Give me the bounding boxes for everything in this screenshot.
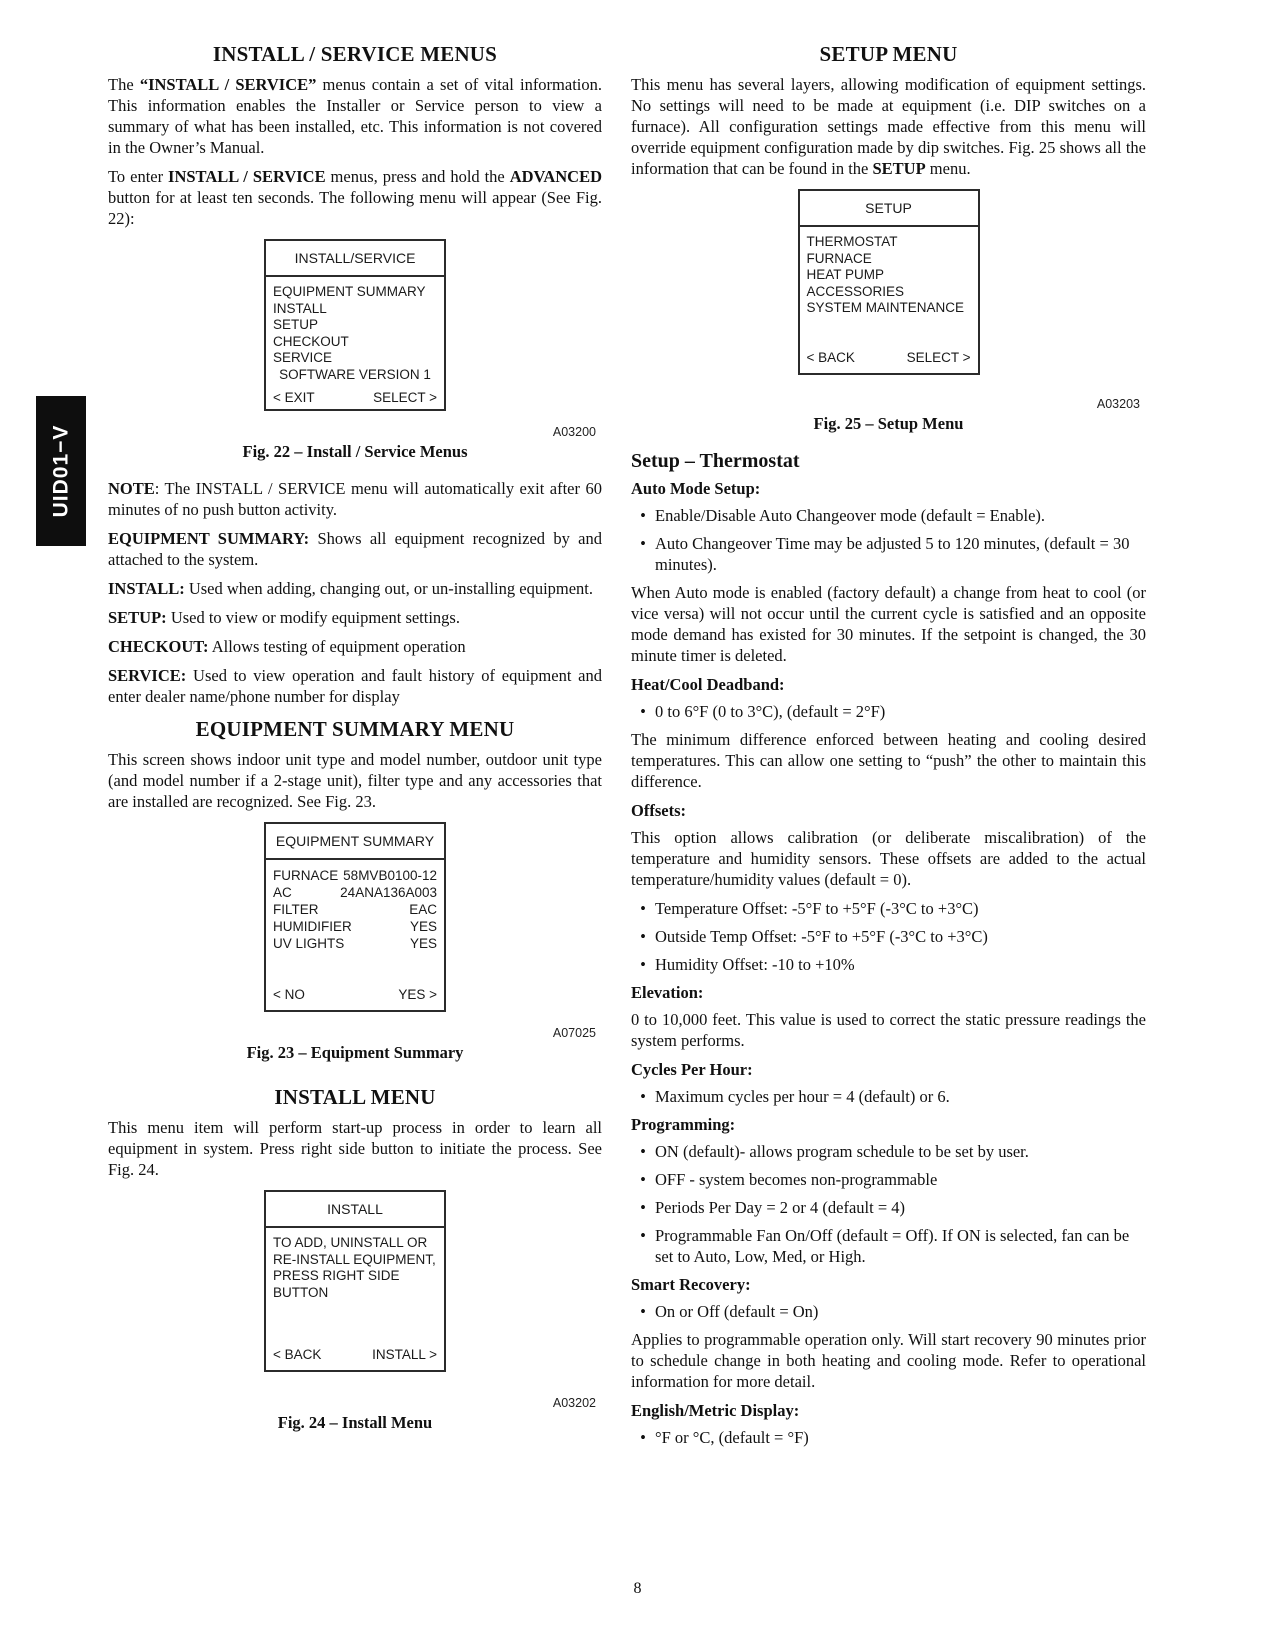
bullet-item [631, 1225, 1146, 1267]
lcd-screen-title: SETUP [800, 191, 978, 227]
lcd-softkey-row [266, 985, 444, 1010]
text-run: Shows all equipment recognized by and attached to the system. [108, 529, 602, 569]
lcd-menu-item: FURNACE [806, 250, 872, 266]
equipment-value: 24ANA136A003 [340, 885, 437, 900]
subheading: Heat/Cool Deadband: [631, 675, 785, 694]
equipment-label: HUMIDIFIER [273, 919, 352, 934]
lcd-menu-item: CHECKOUT [273, 333, 349, 349]
softkey-back: < BACK [806, 350, 855, 365]
text-run: Used when adding, changing out, or un-installing equipment. [184, 579, 594, 598]
lcd-message-line: BUTTON [273, 1284, 329, 1300]
bullet-item [631, 1427, 1146, 1448]
figure-25 [631, 189, 1146, 434]
figure-caption: Fig. 23 – Equipment Summary [246, 1043, 464, 1062]
softkey-select: SELECT > [373, 389, 437, 405]
heading-install-menu: INSTALL MENU [274, 1085, 436, 1109]
paragraph [108, 74, 602, 158]
menu-definitions [108, 478, 602, 707]
lcd-screen-title: EQUIPMENT SUMMARY [266, 824, 444, 860]
equipment-row [273, 901, 437, 918]
figure-23 [108, 822, 602, 1063]
right-column [631, 42, 1146, 1455]
subheading: Cycles Per Hour: [631, 1060, 753, 1079]
bullet-text: Temperature Offset: -5°F to +5°F (-3°C to +3°C) [655, 899, 979, 918]
lcd-menu-items [266, 277, 444, 367]
equipment-label: UV LIGHTS [273, 936, 345, 951]
bullet-item [631, 1197, 1146, 1218]
paragraph [631, 74, 1146, 179]
bold-text: ADVANCED [509, 167, 602, 186]
text-run: button for at least ten seconds. The following menu will appear (See Fig. 22): [108, 188, 602, 228]
subheading: English/Metric Display: [631, 1401, 800, 1420]
paragraph: This menu item will perform start-up process in order to learn all equipment in system. Press right side button to initiate the process. See Fig. 24. [108, 1118, 602, 1179]
bullet-text: Programmable Fan On/Off (default = Off). If ON is selected, fan can be set to Auto, Low, Med, or High. [655, 1226, 1130, 1266]
bullet-item [631, 1086, 1146, 1107]
lcd-message-line: PRESS RIGHT SIDE [273, 1268, 400, 1283]
lcd-softkey-row [266, 1345, 444, 1370]
page-edge-tab-label: UID01−V [49, 424, 73, 518]
bullet-text: OFF - system becomes non-programmable [655, 1170, 938, 1189]
equipment-row [273, 935, 437, 952]
figure-code: A03203 [1096, 397, 1140, 411]
text-run: menus contain a set of vital information. This information enables the Installer or Service person to view a summary of what has been installed, etc. This information is not covered in the Owner’s Manual. [108, 75, 603, 157]
lcd-screen-equipment-summary [264, 822, 446, 1012]
heading-install-service-menus: INSTALL / SERVICE MENUS [212, 42, 498, 66]
lcd-equipment-rows [266, 860, 444, 952]
lcd-menu-item: INSTALL [273, 300, 327, 316]
figure-caption: Fig. 24 – Install Menu [277, 1413, 433, 1432]
bullet-icon: • [640, 955, 646, 974]
bullet-icon: • [640, 927, 646, 946]
lcd-menu-item: EQUIPMENT SUMMARY [273, 284, 426, 299]
bullet-icon: • [640, 1087, 646, 1106]
paragraph [108, 166, 602, 229]
subheading: Elevation: [631, 983, 704, 1002]
equipment-value: YES [409, 919, 437, 934]
paragraph: The minimum difference enforced between heating and cooling desired temperatures. This can allow one setting to “push” the other to maintain this difference. [631, 730, 1146, 791]
lcd-screen-title: INSTALL/SERVICE [266, 241, 444, 277]
bullet-item [631, 898, 1146, 919]
softkey-select: SELECT > [906, 350, 971, 365]
bullet-text: Outside Temp Offset: -5°F to +5°F (-3°C to +3°C) [655, 927, 988, 946]
bullet-item [631, 926, 1146, 947]
lcd-message-line: RE-INSTALL EQUIPMENT, [273, 1251, 436, 1267]
bold-text: INSTALL: [108, 579, 185, 598]
figure-caption: Fig. 22 – Install / Service Menus [242, 442, 468, 461]
equipment-label: AC [273, 885, 292, 900]
figure-24 [108, 1190, 602, 1433]
paragraph [108, 478, 602, 520]
paragraph [108, 528, 602, 570]
paragraph [108, 636, 602, 657]
bullet-item [631, 533, 1146, 575]
text-run: Used to view or modify equipment settings. [166, 608, 460, 627]
text-run: menu. [925, 159, 971, 178]
bullet-icon: • [640, 702, 646, 721]
bullet-text: °F or °C, (default = °F) [655, 1428, 809, 1447]
paragraph [108, 578, 602, 599]
bold-text: CHECKOUT: [108, 637, 209, 656]
paragraph: When Auto mode is enabled (factory default) a change from heat to cool (or vice versa) will not occur until the current cycle is satisfied and an opposite mode demand has existed for 30 minutes. If the setpoint is changed, the 30 minute timer is deleted. [631, 583, 1146, 665]
bullet-item [631, 505, 1146, 526]
paragraph: 0 to 10,000 feet. This value is used to correct the static pressure readings the system performs. [631, 1010, 1146, 1050]
bullet-item [631, 701, 1146, 722]
paragraph: Applies to programmable operation only. Will start recovery 90 minutes prior to schedule change in both heating and cooling mode. Refer to operational information for more detail. [631, 1330, 1146, 1391]
equipment-row [273, 867, 437, 884]
bullet-icon: • [640, 1428, 646, 1447]
text-run: Allows testing of equipment operation [208, 637, 466, 656]
lcd-screen-install-service [264, 239, 446, 411]
lcd-menu-item: SETUP [273, 317, 319, 332]
equipment-label: FURNACE [273, 868, 339, 883]
heading-setup-menu: SETUP MENU [819, 42, 958, 66]
lcd-screen-setup [798, 189, 980, 375]
softkey-no: < NO [273, 987, 305, 1002]
equipment-value: 58MVB0100-12 [343, 868, 437, 883]
bullet-item [631, 954, 1146, 975]
bullet-icon: • [640, 1142, 646, 1161]
bullet-text: Enable/Disable Auto Changeover mode (default = Enable). [655, 506, 1046, 525]
bullet-text: Periods Per Day = 2 or 4 (default = 4) [655, 1198, 906, 1217]
text-run: The [108, 75, 140, 94]
bullet-icon: • [640, 1198, 646, 1217]
subheading: Auto Mode Setup: [631, 479, 761, 498]
bold-text: SETUP: [108, 608, 167, 627]
subheading: Programming: [631, 1115, 736, 1134]
lcd-menu-items [800, 227, 978, 317]
text-run: Used to view operation and fault history of equipment and enter dealer name/phone number for display [108, 666, 602, 706]
subheading: Offsets: [631, 801, 686, 820]
bullet-text: Humidity Offset: -10 to +10% [655, 955, 855, 974]
bold-text: SETUP [872, 159, 926, 178]
subheading: Smart Recovery: [631, 1275, 751, 1294]
lcd-software-version: SOFTWARE VERSION 1 [279, 366, 431, 382]
figure-caption: Fig. 25 – Setup Menu [813, 414, 964, 433]
equipment-value: YES [409, 936, 437, 951]
text-run: This menu has several layers, allowing modification of equipment settings. No settings will need to be made at equipment (i.e. DIP switches on a furnace). All configuration settings made effective from this menu will override equipment configuration made by dip switches. Fig. 25 shows all the information that can be found in the [631, 75, 1146, 178]
bullet-text: ON (default)- allows program schedule to be set by user. [655, 1142, 1029, 1161]
paragraph: This option allows calibration (or deliberate miscalibration) of the temperature and humidity sensors. These offsets are added to the actual temperature/humidity values (default = 0). [631, 828, 1146, 889]
lcd-screen-title: INSTALL [266, 1192, 444, 1228]
page-number: 8 [633, 1580, 642, 1597]
left-column [108, 42, 602, 1449]
figure-code: A07025 [552, 1026, 596, 1040]
bullet-icon: • [640, 1170, 646, 1189]
softkey-yes: YES > [398, 987, 437, 1002]
paragraph: This screen shows indoor unit type and model number, outdoor unit type (and model number if a 2-stage unit), filter type and any accessories that are installed are recognized. See Fig. 23. [108, 750, 602, 811]
equipment-row [273, 884, 437, 901]
bullet-icon: • [640, 899, 646, 918]
softkey-back: < BACK [273, 1347, 322, 1362]
bold-text: EQUIPMENT SUMMARY: [108, 529, 310, 548]
bullet-item [631, 1301, 1146, 1322]
text-run: : The INSTALL / SERVICE menu will automatically exit after 60 minutes of no push button activity. [108, 479, 602, 519]
text-run: To enter [108, 167, 169, 186]
bullet-item [631, 1169, 1146, 1190]
softkey-exit: < EXIT [273, 389, 315, 405]
bold-text: “INSTALL / SERVICE” [139, 75, 317, 94]
lcd-softkey-row [800, 348, 978, 373]
lcd-menu-item: ACCESSORIES [806, 283, 905, 299]
equipment-row [273, 918, 437, 935]
setup-thermostat-content [631, 478, 1146, 1448]
paragraph [108, 607, 602, 628]
heading-equipment-summary-menu: EQUIPMENT SUMMARY MENU [195, 717, 515, 741]
bullet-text: On or Off (default = On) [655, 1302, 819, 1321]
figure-code: A03202 [552, 1396, 596, 1410]
lcd-softkey-row [266, 388, 444, 413]
lcd-menu-item: HEAT PUMP [806, 267, 885, 282]
bold-text: SERVICE: [108, 666, 187, 685]
bullet-item [631, 1141, 1146, 1162]
lcd-menu-item: SYSTEM MAINTENANCE [806, 300, 965, 315]
lcd-menu-item: THERMOSTAT [806, 234, 898, 249]
lcd-message-line: TO ADD, UNINSTALL OR [273, 1235, 428, 1250]
bullet-icon: • [640, 1226, 646, 1245]
text-run: menus, press and hold the [325, 167, 510, 186]
figure-22 [108, 239, 602, 462]
bullet-text: Auto Changeover Time may be adjusted 5 to 120 minutes, (default = 30 minutes). [655, 534, 1130, 574]
lcd-message [266, 1228, 444, 1301]
paragraph [108, 665, 602, 707]
equipment-value: EAC [409, 902, 437, 917]
bullet-text: Maximum cycles per hour = 4 (default) or 6. [655, 1087, 950, 1106]
heading-setup-thermostat: Setup – Thermostat [631, 450, 800, 472]
bullet-icon: • [640, 1302, 646, 1321]
lcd-menu-item: SERVICE [273, 350, 333, 365]
bold-text: NOTE [108, 479, 155, 498]
figure-code: A03200 [552, 425, 596, 439]
bullet-text: 0 to 6°F (0 to 3°C), (default = 2°F) [655, 702, 886, 721]
bullet-icon: • [640, 534, 646, 553]
page-edge-tab [36, 396, 86, 546]
equipment-label: FILTER [273, 902, 319, 917]
bold-text: INSTALL / SERVICE [168, 167, 326, 186]
bullet-icon: • [640, 506, 646, 525]
lcd-screen-install [264, 1190, 446, 1372]
softkey-install: INSTALL > [372, 1347, 437, 1362]
